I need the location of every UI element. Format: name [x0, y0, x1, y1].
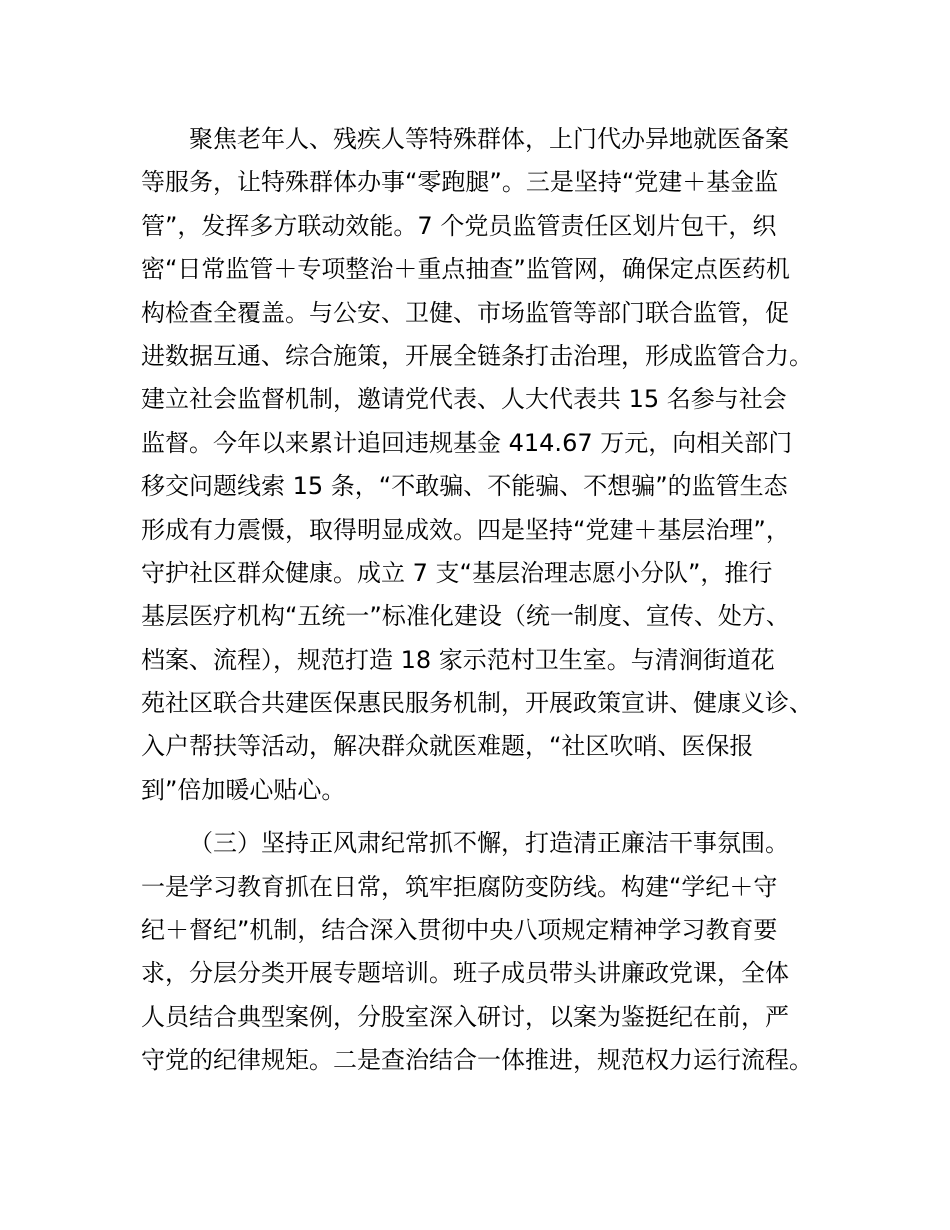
text-line: 监督。今年以来累计追回违规基金 414.67 万元，向相关部门: [141, 428, 793, 457]
text-line: 守护社区群众健康。成立 7 支“基层治理志愿小分队”，推行: [141, 558, 773, 587]
document-body: [141, 118, 831, 1083]
text-line: 入户帮扶等活动，解决群众就医难题，“社区吹哨、医保报: [141, 732, 754, 761]
paragraph-gap: [141, 812, 831, 822]
text-line: 建立社会监督机制，邀请党代表、人大代表共 15 名参与社会: [141, 385, 787, 414]
text-line: 聚焦老年人、残疾人等特殊群体，上门代办异地就医备案: [189, 125, 789, 153]
text-line: 一是学习教育抓在日常，筑牢拒腐防变防线。构建“学纪＋守: [141, 872, 778, 901]
section-heading-line: （三）坚持正风肃纪常抓不懈，打造清正廉洁干事氛围。: [189, 829, 789, 858]
text-line: 守党的纪律规矩。二是查治结合一体推进，规范权力运行流程。: [141, 1046, 813, 1075]
text-line: 密“日常监管＋专项整治＋重点抽查”监管网，确保定点医药机: [141, 255, 790, 284]
text-line: 管”，发挥多方联动效能。7 个党员监管责任区划片包干，织: [141, 211, 777, 240]
text-line: 等服务，让特殊群体办事“零跑腿”。三是坚持“党建＋基金监: [141, 168, 779, 197]
text-line: 基层医疗机构“五统一”标准化建设（统一制度、宣传、处方、: [141, 602, 790, 631]
text-line: 求，分层分类开展专题培训。班子成员带头讲廉政党课，全体: [141, 959, 789, 988]
text-line: 苑社区联合共建医保惠民服务机制，开展政策宣讲、健康义诊、: [141, 689, 813, 718]
text-line: 人员结合典型案例，分股室深入研讨，以案为鉴挺纪在前，严: [141, 1002, 789, 1031]
text-line: 档案、流程），规范打造 18 家示范村卫生室。与清涧街道花: [141, 645, 775, 674]
text-line: 纪＋督纪”机制，结合深入贯彻中央八项规定精神学习教育要: [141, 916, 778, 945]
paragraph-2: [141, 822, 831, 1082]
text-line: 形成有力震慑，取得明显成效。四是坚持“党建＋基层治理”，: [141, 515, 790, 544]
paragraph-1: [141, 118, 831, 812]
text-line: 移交问题线索 15 条，“不敢骗、不能骗、不想骗”的监管生态: [141, 472, 788, 501]
text-line: 进数据互通、综合施策，开展全链条打击治理，形成监管合力。: [141, 341, 813, 370]
text-line: 构检查全覆盖。与公安、卫健、市场监管等部门联合监管，促: [141, 298, 789, 327]
text-line: 到”倍加暖心贴心。: [141, 775, 346, 804]
